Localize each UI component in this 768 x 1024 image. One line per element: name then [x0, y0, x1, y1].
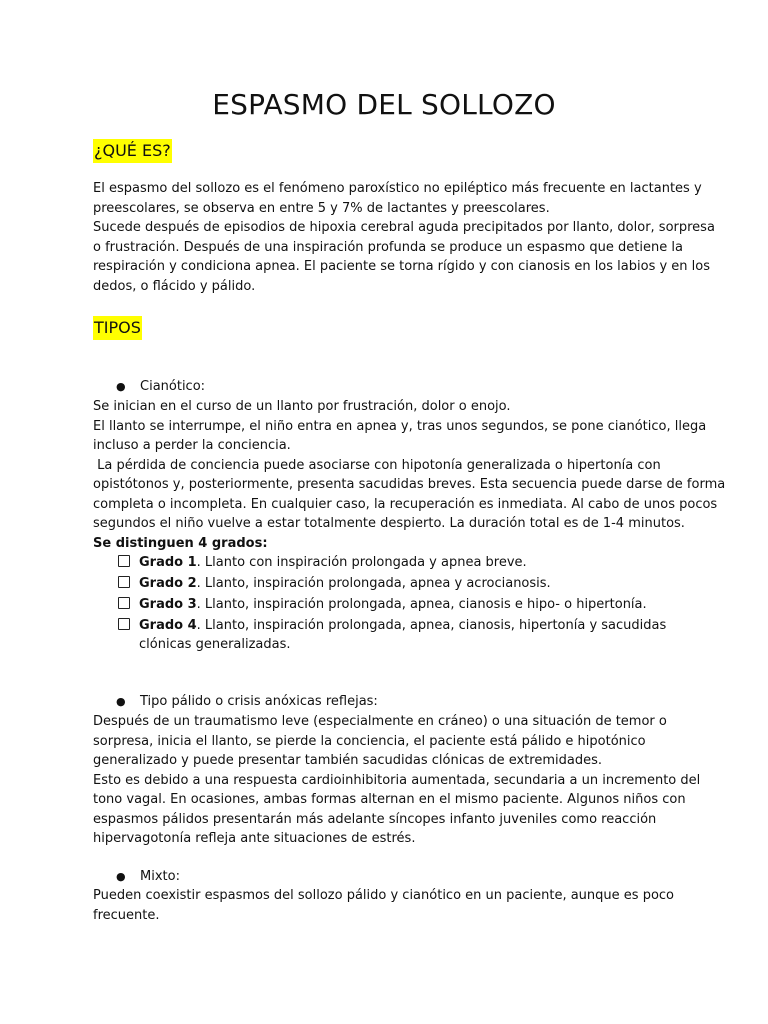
text-line: Sucede después de episodios de hipoxia cerebral aguda precipitados por llanto, dolor, sorpresa	[93, 220, 715, 235]
text-line: El espasmo del sollozo es el fenómeno paroxístico no epiléptico más frecuente en lactantes y	[93, 181, 702, 196]
grade-item-2	[118, 574, 551, 594]
page-title: ESPASMO DEL SOLLOZO	[212, 88, 556, 121]
section-heading-tipos: TIPOS	[93, 316, 142, 340]
text-line: Esto es debido a una respuesta cardioinhibitoria aumentada, secundaria a un incremento del	[93, 772, 701, 788]
checkbox-icon[interactable]	[118, 576, 130, 588]
bullet-icon: ●	[116, 870, 126, 883]
grade-text: . Llanto, inspiración prolongada, apnea, cianosis e hipo- o hipertonía.	[196, 597, 647, 612]
paragraph-tipo-palido	[93, 712, 701, 849]
paragraph-definition	[93, 179, 715, 296]
bullet-icon: ●	[116, 695, 126, 708]
grade-text: . Llanto con inspiración prolongada y apnea breve.	[196, 555, 527, 570]
paragraph-cianotico	[93, 397, 726, 553]
grades-intro: Se distinguen 4 grados:	[93, 535, 268, 551]
bullet-tipo-palido	[116, 692, 378, 712]
text-line: sorpresa, inicia el llanto, se pierde la conciencia, el paciente está pálido e hipotónico	[93, 733, 646, 749]
text-line: Se inician en el curso de un llanto por frustración, dolor o enojo.	[93, 399, 511, 414]
checkbox-icon[interactable]	[118, 618, 130, 630]
text-line: generalizado y puede presentar también sacudidas clónicas de extremidades.	[93, 753, 603, 768]
grade-label: Grado 3	[139, 597, 197, 612]
grade-item-4	[118, 616, 666, 636]
text-line: tono vagal. En ocasiones, ambas formas alternan en el mismo paciente. Algunos niños con	[93, 792, 686, 807]
text-line: dedos, o flácido y pálido.	[93, 278, 256, 294]
text-line: Después de un traumatismo leve (especialmente en cráneo) o una situación de temor o	[93, 714, 667, 729]
bullet-label: Mixto:	[140, 869, 180, 884]
text-line: respiración y condiciona apnea. El paciente se torna rígido y con cianosis en los labios y en los	[93, 259, 711, 274]
text-line: completa o incompleta. En cualquier caso, la recuperación es inmediata. Al cabo de unos pocos	[93, 496, 718, 512]
grade-label: Grado 1	[139, 555, 197, 570]
text-line: Pueden coexistir espasmos del sollozo pálido y cianótico en un paciente, aunque es poco	[93, 888, 674, 903]
text-line: frecuente.	[93, 907, 160, 923]
text-line: incluso a perder la conciencia.	[93, 438, 291, 453]
grade-item-1	[118, 553, 527, 573]
grade-label: Grado 2	[139, 576, 197, 591]
bullet-mixto	[116, 867, 180, 887]
text-line: El llanto se interrumpe, el niño entra en apnea y, tras unos segundos, se pone cianótico, llega	[93, 418, 707, 434]
checkbox-icon[interactable]	[118, 555, 130, 567]
text-line: o frustración. Después de una inspiración profunda se produce un espasmo que detiene la	[93, 239, 683, 255]
paragraph-mixto	[93, 886, 693, 925]
text-line: espasmos pálidos presentarán más adelante síncopes infanto juveniles como reacción	[93, 811, 657, 827]
section-heading-que-es: ¿QUÉ ES?	[93, 139, 172, 163]
text-line: preescolares, se observa en entre 5 y 7% de lactantes y preescolares.	[93, 200, 550, 216]
grade-label: Grado 4	[139, 618, 197, 633]
grade-text: . Llanto, inspiración prolongada, apnea y acrocianosis.	[196, 576, 551, 591]
text-line: hipervagotonía refleja ante situaciones de estrés.	[93, 831, 416, 846]
bullet-icon: ●	[116, 380, 126, 393]
grade-4-continuation: clónicas generalizadas.	[139, 637, 291, 652]
bullet-cianotico	[116, 377, 205, 397]
grade-text: . Llanto, inspiración prolongada, apnea, cianosis, hipertonía y sacudidas	[196, 618, 667, 633]
bullet-label: Cianótico:	[140, 379, 206, 394]
bullet-label: Tipo pálido o crisis anóxicas reflejas:	[140, 694, 378, 709]
checkbox-icon[interactable]	[118, 597, 130, 609]
grade-item-3	[118, 595, 647, 615]
text-line: segundos el niño vuelve a estar totalmente despierto. La duración total es de 1-4 minutos.	[93, 516, 685, 531]
text-line: opistótonos y, posteriormente, presenta sacudidas breves. Esta secuencia puede darse de forma	[93, 477, 726, 492]
text-line: La pérdida de conciencia puede asociarse con hipotonía generalizada o hipertonía con	[93, 457, 661, 473]
